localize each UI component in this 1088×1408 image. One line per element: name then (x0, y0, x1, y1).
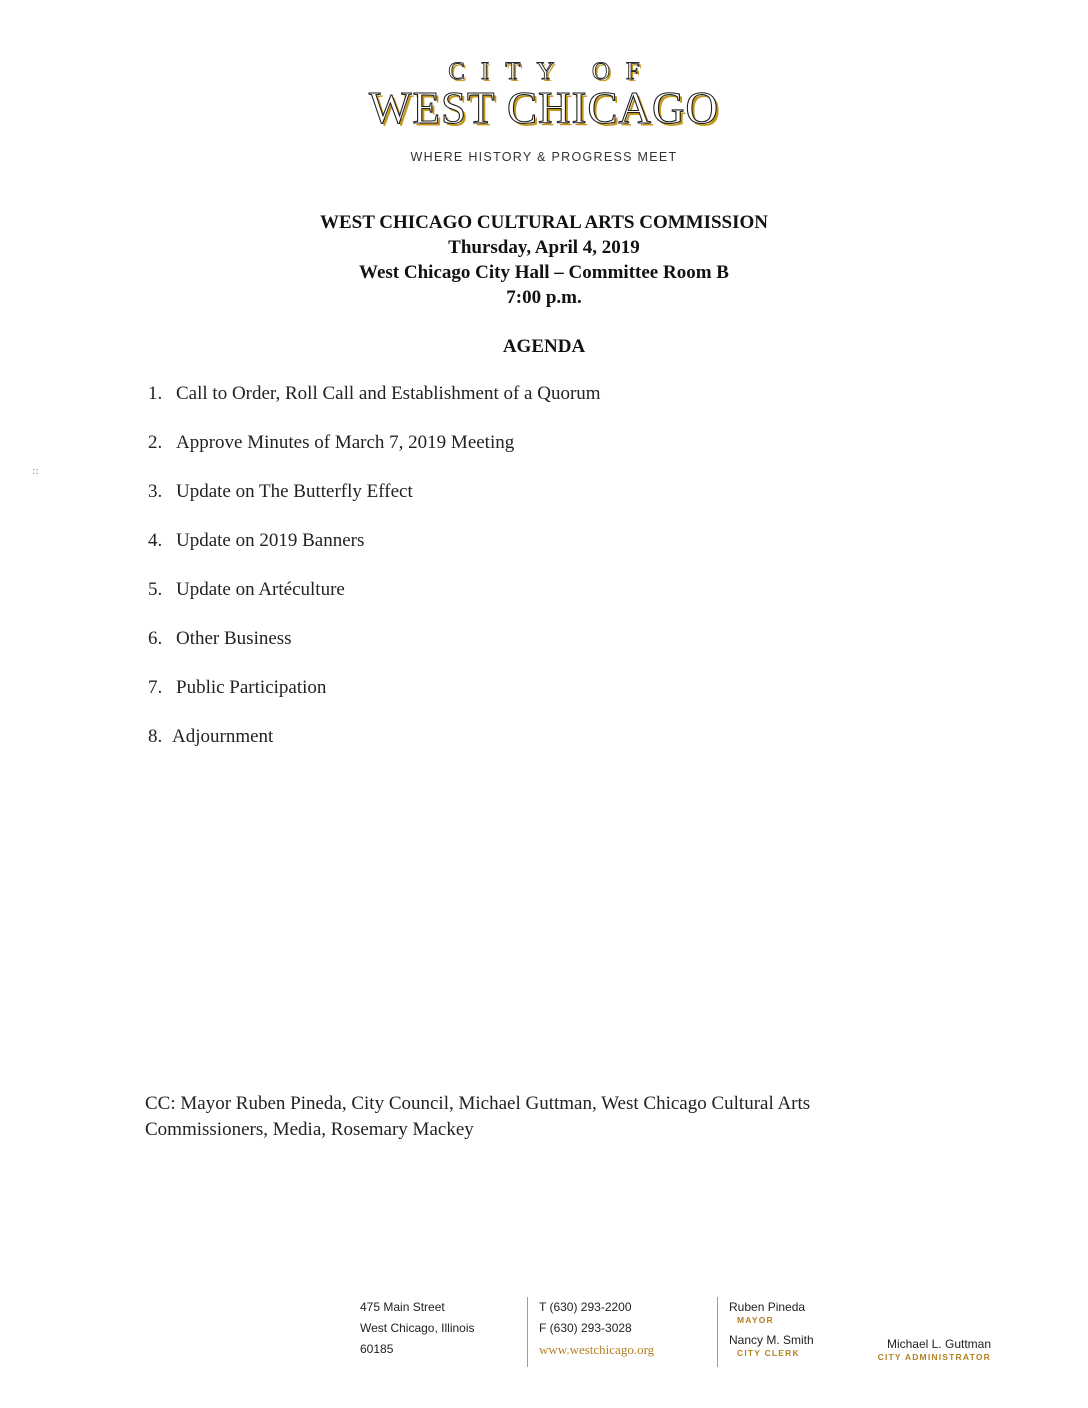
agenda-item-number: 7. (148, 677, 163, 698)
agenda-item (148, 628, 292, 650)
fax-number: F (630) 293-3028 (539, 1321, 632, 1335)
footer-address (360, 1297, 475, 1360)
footer-divider (717, 1297, 718, 1367)
agenda-item-number: 5. (148, 579, 163, 600)
agenda-item-number: 4. (148, 530, 163, 551)
agenda-item (148, 677, 326, 699)
agenda-item-text: Update on The Butterfly Effect (176, 481, 413, 502)
administrator-title: CITY ADMINISTRATOR (877, 1352, 991, 1362)
logo-city-name: WEST CHICAGO (369, 83, 719, 133)
agenda-item (148, 530, 364, 552)
website-link[interactable]: www.westchicago.org (539, 1342, 655, 1357)
logo-city-of: CITY OF (448, 58, 656, 85)
meeting-time: 7:00 p.m. (506, 287, 582, 308)
agenda-title: AGENDA (502, 336, 586, 357)
agenda-item-text: Public Participation (176, 677, 327, 698)
clerk-name: Nancy M. Smith (729, 1333, 814, 1347)
agenda-item-text: Call to Order, Roll Call and Establishment of a Quorum (176, 383, 601, 404)
agenda-item (148, 726, 273, 748)
phone-number: T (630) 293-2200 (539, 1300, 632, 1314)
agenda-item-text: Update on 2019 Banners (176, 530, 365, 551)
agenda-item-number: 2. (148, 432, 163, 453)
meeting-location: West Chicago City Hall – Committee Room B (359, 262, 729, 283)
address-street: 475 Main Street (360, 1300, 445, 1314)
footer-administrator (876, 1336, 991, 1362)
tagline: WHERE HISTORY & PROGRESS MEET (410, 150, 678, 164)
agenda-item-text: Approve Minutes of March 7, 2019 Meeting (176, 432, 515, 453)
mayor-title: MAYOR (737, 1315, 774, 1325)
meeting-date: Thursday, April 4, 2019 (448, 237, 640, 258)
agenda-item-number: 3. (148, 481, 163, 502)
agenda-item-number: 6. (148, 628, 163, 649)
clerk-title: CITY CLERK (737, 1348, 800, 1358)
agenda-item-text: Update on Artéculture (176, 579, 345, 600)
cc-recipients: CC: Mayor Ruben Pineda, City Council, Michael Guttman, West Chicago Cultural Arts Commissioners, Media, Rosemary Mackey (145, 1093, 811, 1140)
agenda-item (148, 579, 345, 601)
margin-mark: :: (32, 466, 39, 477)
agenda-item-number: 8. (148, 726, 163, 747)
agenda-item-number: 1. (148, 383, 163, 404)
mayor-name: Ruben Pineda (729, 1300, 806, 1314)
agenda-item-text: Other Business (176, 628, 292, 649)
footer-contact (539, 1297, 654, 1360)
address-zip: 60185 (360, 1342, 394, 1356)
administrator-name: Michael L. Guttman (886, 1337, 991, 1351)
address-city: West Chicago, Illinois (360, 1321, 475, 1335)
commission-title: WEST CHICAGO CULTURAL ARTS COMMISSION (319, 212, 769, 233)
agenda-item (148, 481, 413, 503)
agenda-item (148, 432, 514, 454)
footer-divider (527, 1297, 528, 1367)
footer-officials (729, 1299, 814, 1358)
agenda-item-text: Adjournment (172, 726, 274, 747)
agenda-item (148, 383, 601, 405)
